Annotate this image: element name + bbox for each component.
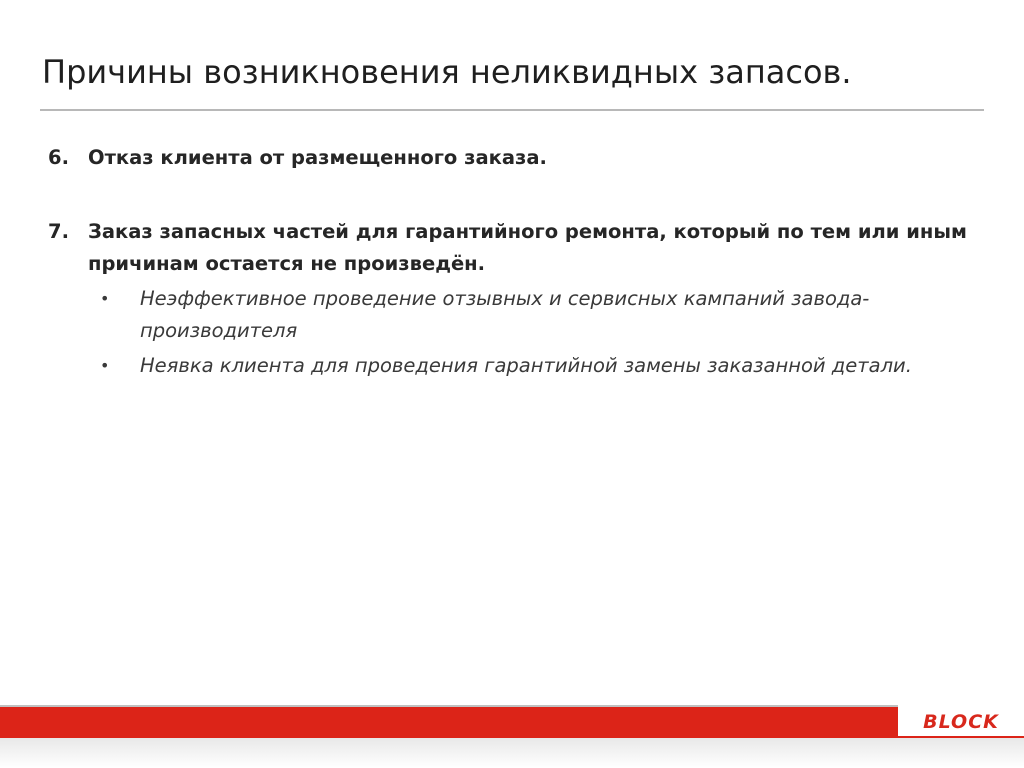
list-item-7	[48, 216, 978, 280]
item-number: 6.	[48, 146, 69, 169]
item-number: 7.	[48, 220, 69, 243]
bullet-icon: •	[100, 289, 110, 308]
footer-shadow	[0, 738, 1024, 768]
list-item-6	[48, 142, 978, 174]
sub-bullet-text: Неэффективное проведение отзывных и сервисных кампаний завода-производителя	[140, 287, 870, 342]
block-logo	[898, 705, 1024, 736]
sub-bullet-item	[100, 283, 980, 347]
item-text: Заказ запасных частей для гарантийного ремонта, который по тем или иным причинам остается не произведён.	[88, 220, 967, 275]
sub-bullet-item	[100, 350, 980, 382]
title-divider	[40, 109, 984, 111]
logo-wordmark: BLOCK	[923, 710, 999, 732]
bullet-icon: •	[100, 356, 110, 375]
item-text: Отказ клиента от размещенного заказа.	[88, 146, 547, 169]
block-logo-icon	[909, 710, 1013, 732]
footer-bar	[0, 705, 1024, 738]
sub-bullet-text: Неявка клиента для проведения гарантийной замены заказанной детали.	[140, 354, 912, 377]
slide-title: Причины возникновения неликвидных запасов.	[42, 53, 852, 91]
